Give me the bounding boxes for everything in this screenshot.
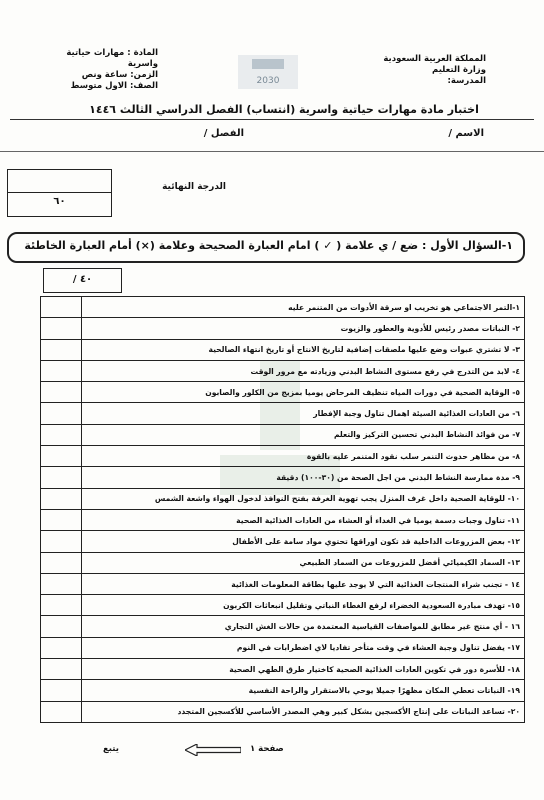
title-divider (10, 119, 534, 120)
answer-cell[interactable] (41, 318, 82, 339)
header-right (383, 54, 486, 87)
answer-cell[interactable] (41, 339, 82, 360)
question-row (41, 637, 525, 658)
answer-cell[interactable] (41, 552, 82, 573)
question-statement: ٣- لا تشتري عبوات وضع عليها ملصقات إضافية لتاريخ الانتاج أو تاريخ انتهاء الصالحية (82, 339, 525, 360)
answer-cell[interactable] (41, 659, 82, 680)
answer-cell[interactable] (41, 531, 82, 552)
answer-cell[interactable] (41, 360, 82, 381)
question-statement: ١٢- بعض المزروعات الداخلية قد تكون اوراقها تحتوي مواد سامة على الأطفال (82, 531, 525, 552)
student-name-label: الاسم / (448, 128, 484, 139)
subject-label: المادة : مهارات حياتية واسرية (66, 48, 158, 69)
question-statement: ٥- الوقاية الصحية في دورات المياه تنظيف المرحاض يوميا بمزيج من الكلور والصابون (82, 382, 525, 403)
answer-cell[interactable] (41, 446, 82, 467)
exam-title: اختبار مادة مهارات حياتية واسرية (انتساب) الفصل الدراسي الثالث ١٤٤٦ (89, 103, 479, 116)
continue-label: يتبع (103, 744, 119, 754)
question-statement: ١١- تناول وجبات دسمة يوميا في الغداء أو العشاء من العادات الغذائية الصحية (82, 509, 525, 530)
question-statement: ١٣- السماد الكيميائي أفضل للمزروعات من السماد الطبيعي (82, 552, 525, 573)
question-row (41, 552, 525, 573)
question-statement: ٧- من فوائد النشاط البدني تحسين التركيز والتعلم (82, 424, 525, 445)
question-statement: ١٨- للأسرة دور في تكوين العادات الغذائية الصحية كاختيار طرق الطهي الصحية (82, 659, 525, 680)
answer-cell[interactable] (41, 573, 82, 594)
question-statement: ١٦ - أي منتج غير مطابق للمواصفات القياسية المعتمدة من حالات الغش التجاري (82, 616, 525, 637)
left-arrow-icon (185, 744, 241, 756)
header-left (48, 48, 158, 92)
question-statement: ١٥- تهدف مبادرة السعودية الخضراء لرفع الغطاء النباتي وتقليل انبعاثات الكربون (82, 595, 525, 616)
final-grade-label: الدرجة النهائية (162, 182, 226, 192)
question-statement: ٤- لابد من التدرج في رفع مستوى النشاط البدني وزيادته مع مرور الوقت (82, 360, 525, 381)
question-statement: ٩- مدة ممارسة النشاط البدني من اجل الصحة من (٣٠-١٠٠) دقيقة (82, 467, 525, 488)
answer-cell[interactable] (41, 616, 82, 637)
questions-table (40, 296, 525, 723)
time-label: الزمن: ساعة ونص (81, 70, 158, 80)
question-row (41, 339, 525, 360)
ministry-label: وزارة التعليم (432, 65, 486, 75)
question-statement: ٢- النباتات مصدر رئيس للأدوية والعطور والزيوت (82, 318, 525, 339)
section-divider (0, 151, 544, 152)
grade-level-label: الصف: الاول متوسط (70, 81, 158, 91)
question-row (41, 360, 525, 381)
question-row (41, 509, 525, 530)
answer-cell[interactable] (41, 637, 82, 658)
answer-cell[interactable] (41, 595, 82, 616)
question-score-box (43, 268, 122, 293)
question-statement: ٨- من مظاهر حدوث التنمر سلب نقود المتنمر عليه بالقوة (82, 446, 525, 467)
answer-cell[interactable] (41, 297, 82, 318)
question-row (41, 573, 525, 594)
question-text: ١-السؤال الأول : ضع / ي علامة ( ✓ ) امام العبارة الصحيحة وعلامة (×) أمام العبارة الخاطئة (24, 239, 513, 252)
question-row (41, 531, 525, 552)
final-grade-box (7, 169, 112, 217)
answer-cell[interactable] (41, 382, 82, 403)
question-row (41, 680, 525, 701)
question-row (41, 297, 525, 318)
logo-text: 2030 (256, 76, 280, 86)
vision-2030-logo (238, 55, 298, 89)
question-statement: ١-التمر الاجتماعي هو تخريب او سرقة الأدوات من المتنمر عليه (82, 297, 525, 318)
question-row (41, 488, 525, 509)
question-row (41, 467, 525, 488)
answer-cell[interactable] (41, 467, 82, 488)
answer-cell[interactable] (41, 403, 82, 424)
question-header (7, 232, 525, 263)
question-row (41, 446, 525, 467)
final-grade-value: ٦٠ (53, 196, 66, 207)
question-score: ٤٠ / (72, 274, 93, 285)
answer-cell[interactable] (41, 680, 82, 701)
question-row (41, 616, 525, 637)
answer-cell[interactable] (41, 424, 82, 445)
question-statement: ٦- من العادات الغذائية السيئة اهمال تناول وجبة الإفطار (82, 403, 525, 424)
question-statement: ١٤ - تجنب شراء المنتجات الغذائية التي لا يوجد عليها بطاقة المعلومات الغذائية (82, 573, 525, 594)
answer-cell[interactable] (41, 509, 82, 530)
country-label: المملكة العربية السعودية (383, 54, 486, 64)
question-row (41, 701, 525, 722)
class-label: الفصل / (203, 128, 244, 139)
question-row (41, 424, 525, 445)
question-statement: ١٧- يفضل تناول وجبة العشاء في وقت متأخر تفاديا لاي اضطرابات في النوم (82, 637, 525, 658)
question-row (41, 382, 525, 403)
answer-cell[interactable] (41, 488, 82, 509)
question-row (41, 595, 525, 616)
school-label: المدرسة: (447, 76, 486, 86)
question-row (41, 659, 525, 680)
question-statement: ١٩- النباتات تعطي المكان مظهرًا جميلا يوحي بالاستقرار والراحة النفسية (82, 680, 525, 701)
page-number: صفحة ١ (250, 744, 284, 754)
answer-cell[interactable] (41, 701, 82, 722)
question-row (41, 403, 525, 424)
question-statement: ١٠- للوقاية الصحية داخل غرف المنزل يجب تهوية الغرفة بفتح النوافذ لدخول الهواء واشعة الشمس (82, 488, 525, 509)
question-statement: ٢٠- تساعد النباتات على إنتاج الأكسجين بشكل كبير وهي المصدر الأساسي للأكسجين المتجدد (82, 701, 525, 722)
question-row (41, 318, 525, 339)
